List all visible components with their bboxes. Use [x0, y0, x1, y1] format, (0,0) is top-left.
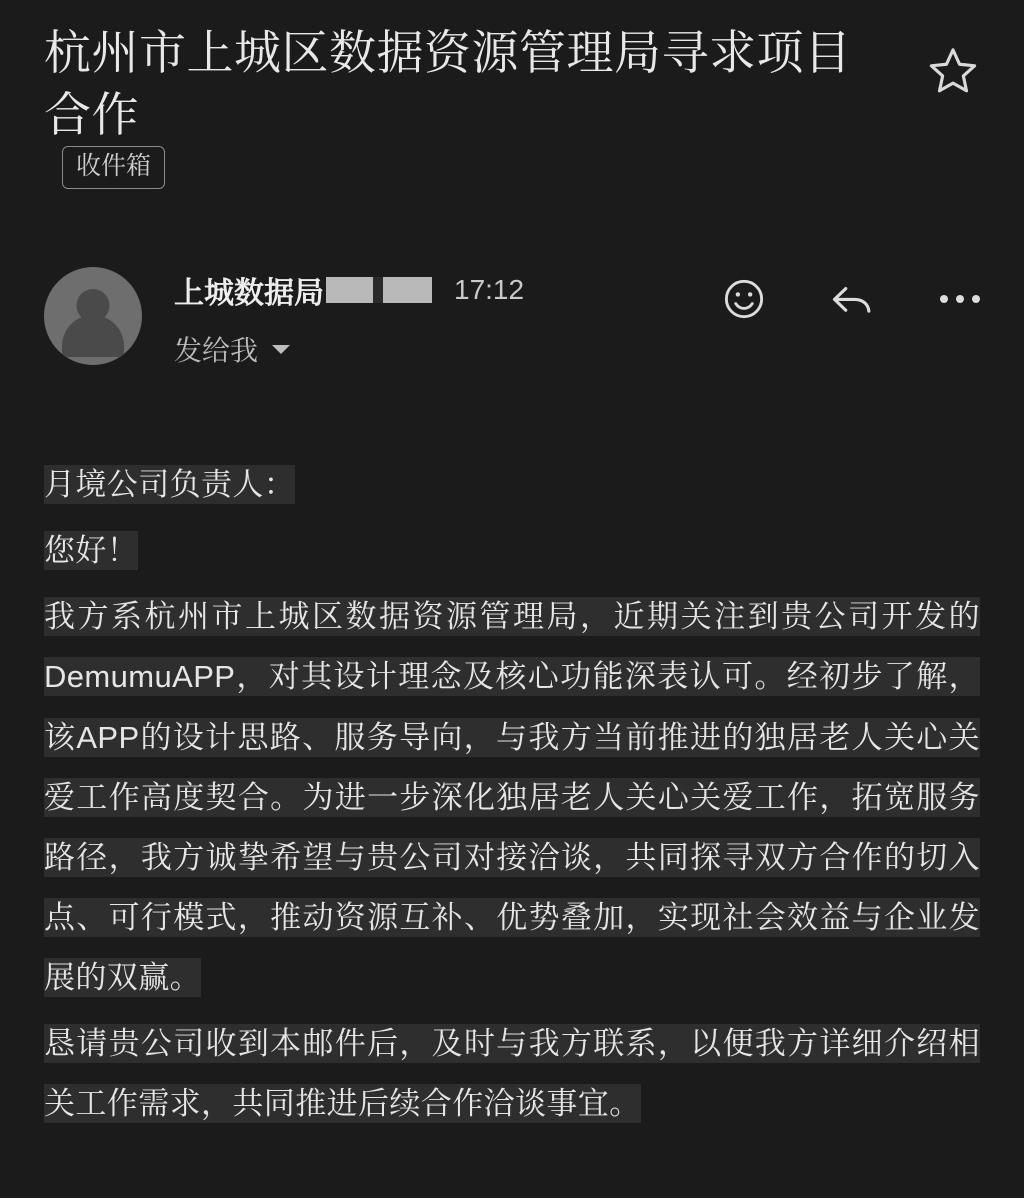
message-header	[0, 189, 1024, 369]
ellipsis-icon[interactable]	[934, 273, 986, 325]
sender-address-redacted	[326, 277, 432, 303]
subject-block	[44, 22, 864, 189]
body-paragraph-text: 月境公司负责人：	[44, 467, 296, 503]
body-paragraph-text: 恳请贵公司收到本邮件后，及时与我方联系，以便我方详细介绍相关工作需求，共同推进后续合作洽谈事宜。	[44, 1026, 980, 1122]
star-icon[interactable]	[922, 40, 984, 102]
body-paragraph	[44, 455, 980, 515]
sender-line	[174, 267, 718, 313]
page-title: 杭州市上城区数据资源管理局寻求项目合作	[44, 26, 852, 142]
sender-info	[174, 267, 718, 369]
message-actions	[718, 267, 986, 325]
message-timestamp: 17:12	[454, 274, 525, 306]
body-paragraph	[44, 521, 980, 581]
chevron-down-icon[interactable]	[272, 345, 290, 354]
reply-arrow-icon[interactable]	[826, 273, 878, 325]
body-paragraph	[44, 587, 980, 1008]
body-paragraph	[44, 1014, 980, 1134]
smiley-face-icon[interactable]	[718, 273, 770, 325]
message-body	[0, 369, 1024, 1134]
avatar	[44, 267, 142, 365]
recipient-row[interactable]	[174, 329, 718, 369]
recipient-label: 发给我	[174, 335, 259, 367]
body-paragraph-text: 您好！	[44, 533, 139, 569]
avatar-body	[62, 315, 124, 357]
body-paragraph-text: 我方系杭州市上城区数据资源管理局，近期关注到贵公司开发的DemumuAPP，对其设计理念及核心功能深表认可。经初步了解，该APP的设计思路、服务导向，与我方当前推进的独居老人关心关爱工作高度契合。为进一步深化独居老人关心关爱工作，拓宽服务路径，我方诚挚希望与贵公司对接洽谈，共同探寻双方合作的切入点、可行模式，推动资源互补、优势叠加，实现社会效益与企业发展的双赢。	[44, 599, 980, 996]
sender-name: 上城数据局	[174, 277, 324, 311]
email-subject-header	[0, 0, 1024, 189]
folder-chip: 收件箱	[62, 146, 165, 189]
